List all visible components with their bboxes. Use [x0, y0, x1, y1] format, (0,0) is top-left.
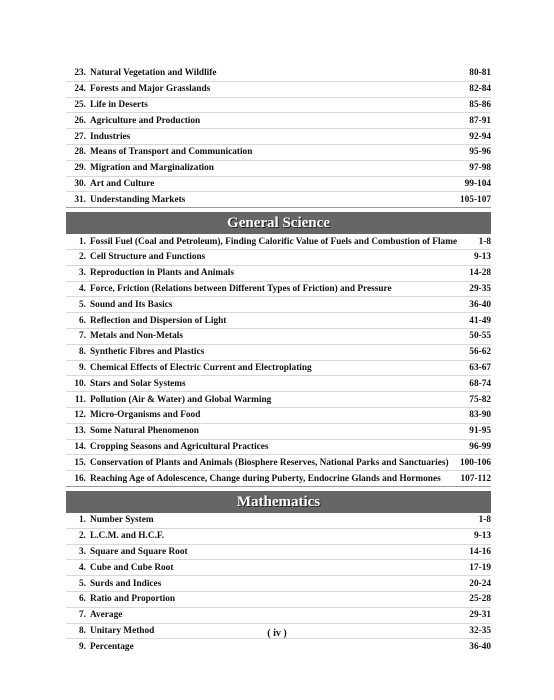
toc-list [66, 66, 491, 207]
toc-item-pages: 80-81 [469, 68, 491, 79]
toc-item-number: 13. [74, 426, 86, 437]
toc-item-number: 4. [79, 283, 86, 294]
toc-row [66, 66, 491, 82]
toc-item-title: Unitary Method [90, 625, 155, 636]
toc-item-title: Cube and Cube Root [90, 562, 174, 573]
page-number: ( iv ) [267, 628, 287, 639]
toc-item-pages: 95-96 [469, 147, 491, 158]
toc-item-number: 28. [74, 147, 86, 158]
toc-row [66, 424, 491, 440]
toc-item-title: Reaching Age of Adolescence, Change during Puberty, Endocrine Glands and Hormones [90, 473, 441, 484]
toc-item-number: 1. [79, 515, 86, 526]
toc-item-number: 31. [74, 194, 86, 205]
toc-row [66, 297, 491, 313]
toc-item-pages: 100-106 [460, 457, 491, 468]
toc-item-number: 2. [79, 531, 86, 542]
toc-item-pages: 20-24 [469, 578, 491, 589]
toc-item-title: Forests and Major Grasslands [90, 84, 211, 95]
toc-item-number: 23. [74, 68, 86, 79]
toc-item-number: 3. [79, 546, 86, 557]
toc-row [66, 129, 491, 145]
toc-item-title: Synthetic Fibres and Plastics [90, 347, 205, 358]
toc-item-title: Understanding Markets [90, 194, 186, 205]
toc-item-pages: 9-13 [473, 531, 491, 542]
toc-row [66, 145, 491, 161]
toc-item-pages: 68-74 [469, 378, 491, 389]
toc-item-number: 25. [74, 99, 86, 110]
toc-item-pages: 85-86 [469, 99, 491, 110]
toc-item-pages: 14-28 [469, 268, 491, 279]
toc-item-pages: 83-90 [469, 410, 491, 421]
toc-item-number: 6. [79, 594, 86, 605]
toc-item-number: 9. [79, 362, 86, 373]
toc-item-number: 8. [79, 347, 86, 358]
toc-item-number: 12. [74, 410, 86, 421]
toc-row [66, 177, 491, 193]
toc-item-pages: 1-8 [478, 236, 491, 247]
toc-item-number: 27. [74, 131, 86, 142]
toc-item-number: 7. [79, 610, 86, 621]
toc-item-pages: 99-104 [464, 178, 491, 189]
toc-item-pages: 97-98 [469, 163, 491, 174]
toc-item-title: Reproduction in Plants and Animals [90, 268, 234, 279]
toc-item-number: 26. [74, 115, 86, 126]
toc-item-title: Fossil Fuel (Coal and Petroleum), Finding Calorific Value of Fuels and Combustion of Flame [90, 236, 458, 247]
section-header-general-science: General Science [66, 212, 491, 234]
toc-item-number: 7. [79, 331, 86, 342]
toc-item-number: 24. [74, 84, 86, 95]
toc-item-number: 15. [74, 457, 86, 468]
toc-item-title: Life in Deserts [90, 99, 148, 110]
toc-item-title: Metals and Non-Metals [90, 331, 183, 342]
toc-item-pages: 107-112 [460, 473, 491, 484]
toc-item-title: Stars and Solar Systems [90, 378, 186, 389]
toc-row [66, 266, 491, 282]
toc-item-title: Surds and Indices [90, 578, 162, 589]
toc-row [66, 545, 491, 561]
toc-item-pages: 36-40 [469, 641, 491, 652]
section-geography [66, 66, 491, 208]
toc-item-title: Sound and Its Basics [90, 299, 173, 310]
toc-item-number: 11. [74, 394, 86, 405]
toc-item-pages: 17-19 [469, 562, 491, 573]
toc-item-title: Pollution (Air & Water) and Global Warming [90, 394, 272, 405]
toc-item-title: L.C.M. and H.C.F. [90, 531, 165, 542]
toc-item-pages: 82-84 [469, 84, 491, 95]
toc-row [66, 192, 491, 207]
section-general-science [66, 234, 491, 487]
toc-item-pages: 9-13 [473, 252, 491, 263]
toc-row [66, 513, 491, 529]
toc-item-title: Ratio and Proportion [90, 594, 176, 605]
toc-item-number: 1. [79, 236, 86, 247]
toc-item-title: Chemical Effects of Electric Current and Electroplating [90, 362, 312, 373]
toc-row [66, 608, 491, 624]
toc-item-title: Some Natural Phenomenon [90, 426, 199, 437]
toc-item-title: Average [90, 610, 123, 621]
toc-row [66, 98, 491, 114]
toc-item-title: Migration and Marginalization [90, 163, 214, 174]
toc-row [66, 529, 491, 545]
toc-row [66, 313, 491, 329]
toc-item-number: 6. [79, 315, 86, 326]
toc-item-pages: 36-40 [469, 299, 491, 310]
toc-item-number: 2. [79, 252, 86, 263]
toc-item-number: 8. [79, 625, 86, 636]
toc-item-pages: 105-107 [460, 194, 491, 205]
toc-item-pages: 1-8 [478, 515, 491, 526]
toc-item-title: Art and Culture [90, 178, 155, 189]
toc-row [66, 455, 491, 471]
toc-item-title: Cropping Seasons and Agricultural Practices [90, 441, 269, 452]
toc-item-number: 5. [79, 578, 86, 589]
toc-row [66, 440, 491, 456]
toc-row [66, 576, 491, 592]
toc-item-number: 16. [74, 473, 86, 484]
toc-item-number: 30. [74, 178, 86, 189]
toc-item-pages: 41-49 [469, 315, 491, 326]
toc-row [66, 345, 491, 361]
toc-row [66, 592, 491, 608]
toc-item-pages: 91-95 [469, 426, 491, 437]
section-header-mathematics: Mathematics [66, 491, 491, 513]
toc-row [66, 282, 491, 298]
toc-item-pages: 14-16 [469, 546, 491, 557]
toc-row [66, 329, 491, 345]
table-of-contents [66, 66, 491, 654]
toc-item-title: Industries [90, 131, 131, 142]
toc-item-title: Natural Vegetation and Wildlife [90, 68, 217, 79]
toc-item-number: 4. [79, 562, 86, 573]
toc-item-title: Micro-Organisms and Food [90, 410, 201, 421]
toc-list [66, 234, 491, 486]
toc-item-pages: 50-55 [469, 331, 491, 342]
toc-row [66, 113, 491, 129]
toc-item-pages: 29-35 [469, 283, 491, 294]
toc-item-number: 5. [79, 299, 86, 310]
toc-row [66, 250, 491, 266]
toc-item-title: Number System [90, 515, 154, 526]
toc-row [66, 234, 491, 250]
toc-item-title: Means of Transport and Communication [90, 147, 253, 158]
toc-item-title: Square and Square Root [90, 546, 188, 557]
toc-item-pages: 32-35 [469, 625, 491, 636]
toc-row [66, 161, 491, 177]
toc-item-pages: 29-31 [469, 610, 491, 621]
toc-row [66, 408, 491, 424]
toc-row [66, 471, 491, 486]
toc-row [66, 376, 491, 392]
toc-item-number: 3. [79, 268, 86, 279]
toc-item-pages: 75-82 [469, 394, 491, 405]
toc-item-title: Cell Structure and Functions [90, 252, 206, 263]
toc-row [66, 361, 491, 377]
toc-item-pages: 56-62 [469, 347, 491, 358]
toc-row [66, 639, 491, 654]
toc-item-pages: 87-91 [469, 115, 491, 126]
toc-item-title: Conservation of Plants and Animals (Biosphere Reserves, National Parks and Sanctuaries) [90, 457, 449, 468]
toc-row [66, 560, 491, 576]
toc-item-number: 29. [74, 163, 86, 174]
toc-item-title: Force, Friction (Relations between Different Types of Friction) and Pressure [90, 283, 392, 294]
toc-item-pages: 25-28 [469, 594, 491, 605]
toc-item-title: Agriculture and Production [90, 115, 201, 126]
toc-item-number: 10. [74, 378, 86, 389]
toc-item-pages: 96-99 [469, 441, 491, 452]
toc-item-title: Percentage [90, 641, 134, 652]
toc-item-number: 9. [79, 641, 86, 652]
toc-row [66, 82, 491, 98]
toc-item-title: Reflection and Dispersion of Light [90, 315, 227, 326]
toc-item-number: 14. [74, 441, 86, 452]
toc-row [66, 392, 491, 408]
toc-item-pages: 92-94 [469, 131, 491, 142]
toc-item-pages: 63-67 [469, 362, 491, 373]
